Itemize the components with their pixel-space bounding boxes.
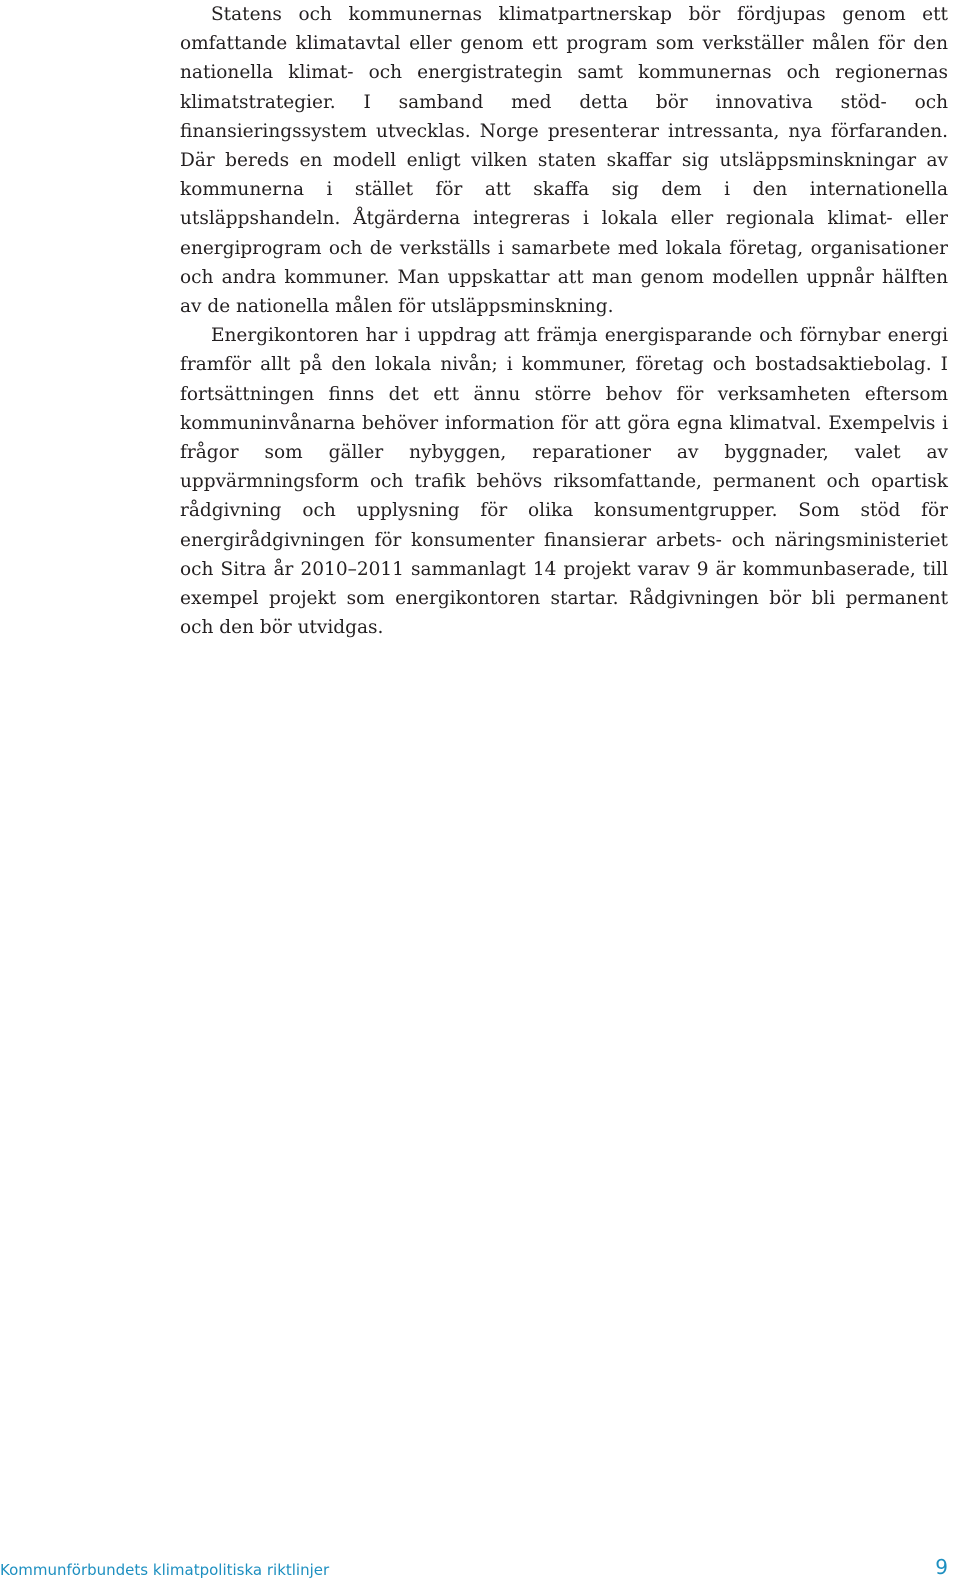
footer-title: Kommunförbundets klimatpolitiska riktlinjer xyxy=(0,1561,330,1579)
paragraph-2: Energikontoren har i uppdrag att främja energisparande och förnybar energi framför allt på den lokala nivån; i kommuner, företag och bostadsaktiebolag. I fortsättningen finns det ett ännu större behov för verksamheten eftersom kommuninvånarna behöver information för att göra egna klimatval. Exempelvis i frågor som gäller nybyggen, reparationer av byggnader, valet av uppvärmningsform och trafik behövs riksomfattande, permanent och opartisk rådgivning och upplysning för olika konsumentgrupper. Som stöd för energirådgivningen för konsumenter finansierar arbets- och näringsministeriet och Sitra år 2010–2011 sammanlagt 14 projekt varav 9 är kommunbaserade, till exempel projekt som energikontoren startar. Rådgivningen bör bli permanent och den bör utvidgas. xyxy=(180,325,948,639)
paragraph-1: Statens och kommunernas klimatpartnerskap bör fördjupas genom ett omfattande klimatavtal eller genom ett program som verkställer målen för den nationella klimat- och energistrategin samt kommunernas och regionernas klimatstrategier. I samband med detta bör innovativa stöd- och finansieringssystem utvecklas. Norge presenterar intressanta, nya förfaranden. Där bereds en modell enligt vilken staten skaffar sig utsläppsminskningar av kommunerna i stället för att skaffa sig dem i den internationella utsläppshandeln. Åtgärderna integreras i lokala eller regionala klimat- eller energiprogram och de verkställs i samarbete med lokala företag, organisationer och andra kommuner. Man uppskattar att man genom modellen uppnår hälften av de nationella målen för utsläppsminskning. xyxy=(180,4,948,318)
page-number: 9 xyxy=(935,1555,948,1579)
body-text xyxy=(180,0,948,642)
